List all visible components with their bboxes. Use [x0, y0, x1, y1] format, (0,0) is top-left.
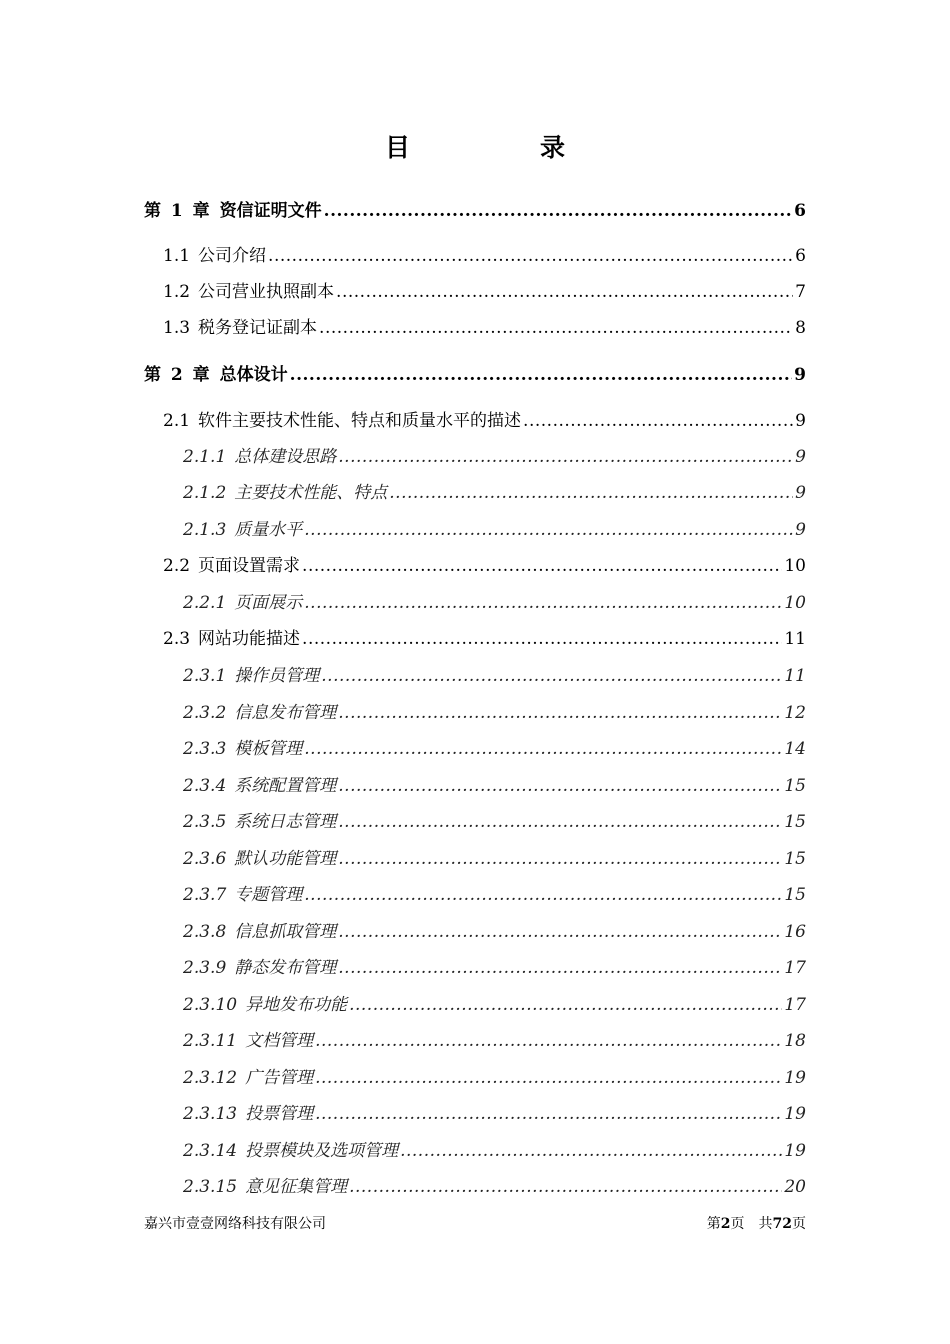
toc-entry[interactable] — [163, 277, 806, 302]
toc-entry-number: 2.3.12 — [183, 1068, 238, 1088]
toc-entry-title: 主要技术性能、特点 — [234, 483, 388, 503]
toc-entry-page: 15 — [784, 885, 806, 905]
toc-entry[interactable] — [183, 844, 806, 869]
toc-dot-leader — [338, 812, 782, 832]
toc-dot-leader — [304, 593, 782, 613]
toc-entry[interactable] — [183, 1063, 806, 1088]
toc-entry-page: 10 — [784, 593, 806, 613]
toc-dot-leader — [315, 1104, 782, 1124]
toc-entry[interactable] — [183, 588, 806, 613]
toc-entry-title: 专题管理 — [234, 885, 303, 905]
toc-dot-leader — [319, 318, 793, 338]
toc-dot-leader — [389, 483, 793, 503]
toc-entry-page: 11 — [784, 629, 806, 649]
toc-title — [0, 128, 950, 164]
toc-entry-page: 17 — [784, 958, 806, 978]
footer-page-total: 72 — [772, 1216, 792, 1232]
toc-entry-title: 资信证明文件 — [219, 201, 322, 221]
toc-entry-title: 意见征集管理 — [245, 1177, 348, 1197]
toc-entry-number: 1.1 — [163, 246, 191, 266]
toc-dot-leader — [400, 1141, 782, 1161]
toc-entry-title: 税务登记证副本 — [198, 318, 318, 338]
toc-entry-title: 信息发布管理 — [234, 703, 337, 723]
toc-entry[interactable] — [183, 734, 806, 759]
toc-entry[interactable] — [183, 807, 806, 832]
toc-entry-number: 2.3.7 — [183, 885, 227, 905]
toc-entry-number: 2.1.3 — [183, 520, 227, 540]
toc-entry-page: 18 — [784, 1031, 806, 1051]
toc-entry-number: 第 1 章 — [144, 201, 210, 221]
toc-entry-title: 质量水平 — [234, 520, 303, 540]
toc-entry-title: 页面设置需求 — [198, 556, 301, 576]
toc-entry-page: 10 — [784, 556, 806, 576]
toc-dot-leader — [315, 1031, 782, 1051]
toc-entry-page: 9 — [795, 483, 806, 503]
toc-entry-title: 投票管理 — [245, 1104, 314, 1124]
toc-entry-title: 公司营业执照副本 — [198, 282, 335, 302]
toc-entry-page: 9 — [794, 365, 806, 385]
toc-entry-page: 19 — [784, 1068, 806, 1088]
toc-entry[interactable] — [163, 551, 806, 576]
toc-entry-title: 公司介绍 — [198, 246, 267, 266]
toc-entry[interactable] — [163, 313, 806, 338]
footer-page-prefix: 第 — [706, 1216, 721, 1232]
toc-entry-page: 9 — [795, 520, 806, 540]
toc-entry-page: 20 — [784, 1177, 806, 1197]
footer-company: 嘉兴市壹壹网络科技有限公司 — [144, 1216, 326, 1232]
toc-dot-leader — [302, 629, 782, 649]
toc-entry-page: 15 — [784, 849, 806, 869]
toc-entry[interactable] — [163, 406, 806, 431]
toc-entry-number: 2.3.3 — [183, 739, 227, 759]
toc-entry-number: 2.3.5 — [183, 812, 227, 832]
toc-entry-page: 12 — [784, 703, 806, 723]
toc-entry[interactable] — [144, 196, 806, 221]
toc-title-right: 录 — [540, 133, 566, 162]
toc-entry[interactable] — [183, 442, 806, 467]
toc-entry-number: 2.3.13 — [183, 1104, 238, 1124]
toc-entry[interactable] — [163, 624, 806, 649]
toc-entry-number: 2.3.1 — [183, 666, 227, 686]
toc-entry-page: 8 — [795, 318, 806, 338]
toc-entry-title: 文档管理 — [245, 1031, 314, 1051]
toc-entry-title: 软件主要技术性能、特点和质量水平的描述 — [198, 411, 522, 431]
toc-entry[interactable] — [183, 880, 806, 905]
toc-entry-title: 网站功能描述 — [198, 629, 301, 649]
page-footer — [144, 1213, 806, 1233]
toc-entry-number: 第 2 章 — [144, 365, 210, 385]
toc-entry-number: 2.3.8 — [183, 922, 227, 942]
toc-entry-page: 15 — [784, 812, 806, 832]
toc-entry-title: 系统日志管理 — [234, 812, 337, 832]
toc-entry[interactable] — [183, 478, 806, 503]
toc-dot-leader — [304, 739, 782, 759]
toc-entry-title: 模板管理 — [234, 739, 303, 759]
footer-page-mid: 页 共 — [730, 1216, 773, 1232]
toc-entry-title: 信息抓取管理 — [234, 922, 337, 942]
toc-entry-number: 2.3.4 — [183, 776, 227, 796]
toc-entry-number: 1.3 — [163, 318, 191, 338]
footer-page-current: 2 — [720, 1216, 731, 1232]
toc-entry-page: 14 — [784, 739, 806, 759]
toc-dot-leader — [349, 995, 782, 1015]
toc-entry[interactable] — [183, 1136, 806, 1161]
toc-entry-number: 2.3.14 — [183, 1141, 238, 1161]
toc-entry-page: 15 — [784, 776, 806, 796]
toc-entry-page: 19 — [784, 1141, 806, 1161]
toc-dot-leader — [302, 556, 782, 576]
toc-dot-leader — [338, 922, 782, 942]
toc-entry[interactable] — [183, 698, 806, 723]
toc-entry-page: 6 — [795, 246, 806, 266]
toc-entry-number: 2.1 — [163, 411, 191, 431]
toc-dot-leader — [349, 1177, 782, 1197]
toc-dot-leader — [338, 703, 782, 723]
toc-entry[interactable] — [183, 515, 806, 540]
toc-entry-title: 静态发布管理 — [234, 958, 337, 978]
toc-dot-leader — [338, 849, 782, 869]
toc-entry[interactable] — [183, 661, 806, 686]
toc-dot-leader — [336, 282, 793, 302]
toc-entry-page: 7 — [795, 282, 806, 302]
toc-entry-number: 2.3 — [163, 629, 191, 649]
toc-dot-leader — [315, 1068, 782, 1088]
toc-dot-leader — [321, 666, 782, 686]
toc-entry[interactable] — [183, 1172, 806, 1197]
toc-entry-title: 页面展示 — [234, 593, 303, 613]
toc-dot-leader — [304, 885, 782, 905]
toc-entry-number: 2.3.11 — [183, 1031, 238, 1051]
toc-entry-title: 总体设计 — [219, 365, 288, 385]
toc-entry-page: 11 — [784, 666, 806, 686]
toc-entry-number: 2.2.1 — [183, 593, 227, 613]
toc-entry-title: 投票模块及选项管理 — [245, 1141, 399, 1161]
toc-dot-leader — [290, 365, 792, 385]
toc-entry-number: 2.3.15 — [183, 1177, 238, 1197]
toc-dot-leader — [268, 246, 793, 266]
toc-entry-title: 总体建设思路 — [234, 447, 337, 467]
toc-entry[interactable] — [183, 771, 806, 796]
toc-dot-leader — [338, 958, 782, 978]
toc-dot-leader — [338, 447, 793, 467]
toc-entry[interactable] — [183, 990, 806, 1015]
toc-entry[interactable] — [183, 1099, 806, 1124]
toc-dot-leader — [324, 201, 792, 221]
toc-entry[interactable] — [144, 360, 806, 385]
toc-dot-leader — [523, 411, 793, 431]
toc-entry-title: 广告管理 — [245, 1068, 314, 1088]
toc-dot-leader — [338, 776, 782, 796]
toc-entry-page: 17 — [784, 995, 806, 1015]
toc-entry[interactable] — [183, 1026, 806, 1051]
toc-entry[interactable] — [183, 953, 806, 978]
toc-dot-leader — [304, 520, 793, 540]
toc-entry-number: 2.2 — [163, 556, 191, 576]
toc-entry-number: 2.3.9 — [183, 958, 227, 978]
toc-entry-page: 9 — [795, 447, 806, 467]
toc-entry-title: 异地发布功能 — [245, 995, 348, 1015]
toc-title-left: 目 — [384, 133, 410, 162]
footer-page-suffix: 页 — [792, 1216, 806, 1232]
footer-page-info — [707, 1213, 806, 1233]
toc-entry-number: 2.3.6 — [183, 849, 227, 869]
toc-entry-title: 操作员管理 — [234, 666, 320, 686]
toc-entry-number: 2.3.10 — [183, 995, 238, 1015]
toc-entry-number: 2.3.2 — [183, 703, 227, 723]
toc-entry-page: 6 — [794, 201, 806, 221]
toc-entry-title: 默认功能管理 — [234, 849, 337, 869]
toc-entry-page: 16 — [784, 922, 806, 942]
toc-entry[interactable] — [163, 241, 806, 266]
toc-entry-number: 1.2 — [163, 282, 191, 302]
toc-entry-page: 9 — [795, 411, 806, 431]
toc-entry-number: 2.1.2 — [183, 483, 227, 503]
toc-entry-number: 2.1.1 — [183, 447, 227, 467]
toc-entry[interactable] — [183, 917, 806, 942]
toc-entry-page: 19 — [784, 1104, 806, 1124]
toc-entry-title: 系统配置管理 — [234, 776, 337, 796]
